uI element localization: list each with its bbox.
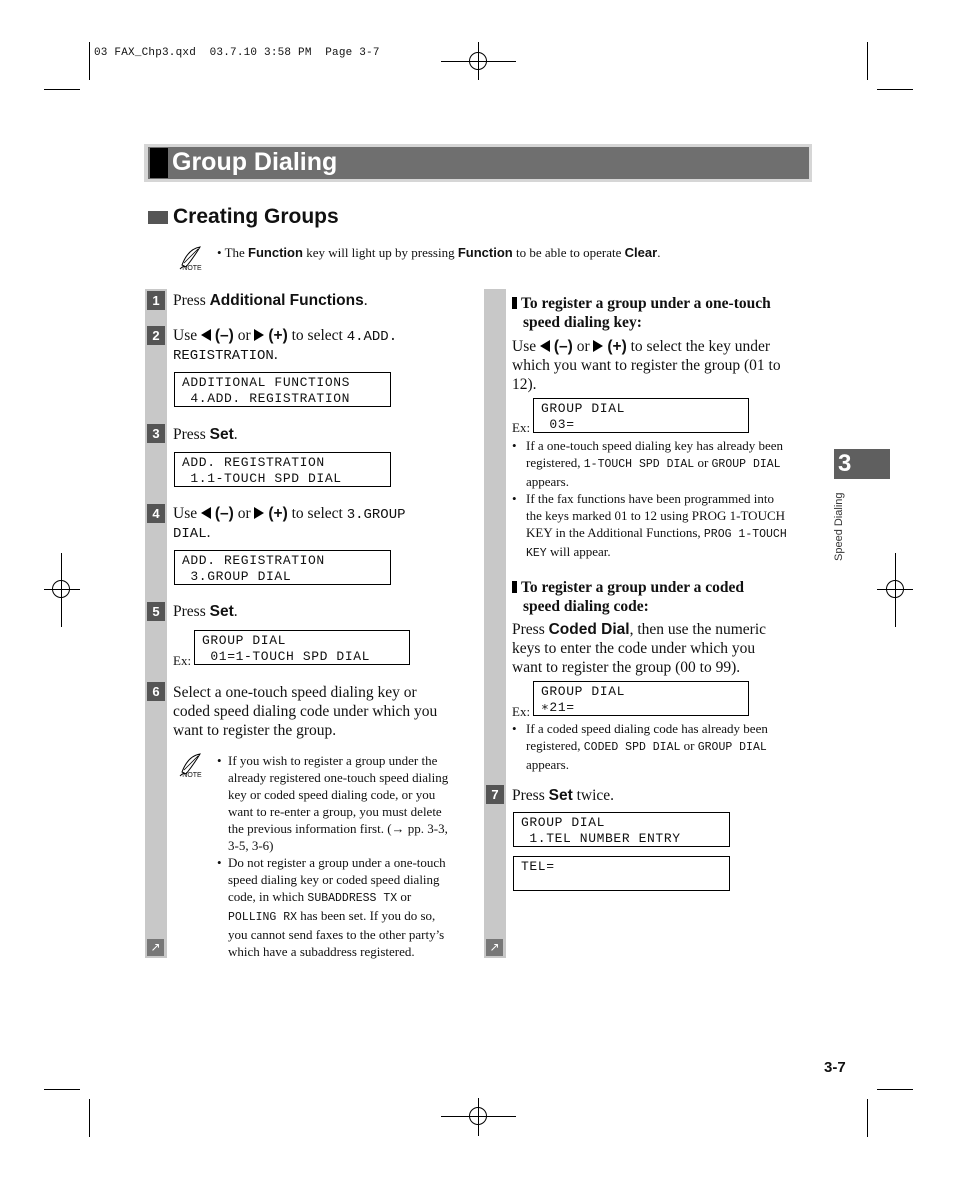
crop-mark bbox=[877, 1089, 913, 1090]
step-3-text: Press Set. bbox=[173, 426, 238, 443]
coded-instructions: Press Coded Dial, then use the numeric keys to enter the code under which you want to register the group (00 to 99). bbox=[512, 621, 767, 676]
step-number: 1 bbox=[147, 291, 165, 310]
step-number: 2 bbox=[147, 326, 165, 345]
step-number: 4 bbox=[147, 504, 165, 523]
step-1-text: Press Additional Functions. bbox=[173, 292, 368, 309]
step-2-text: Use (–) or (+) to select 4.ADD. bbox=[173, 327, 398, 345]
right-column-bar bbox=[484, 289, 506, 958]
continue-arrow-icon: ↗ bbox=[486, 939, 503, 956]
lcd-display: TEL= bbox=[513, 856, 730, 891]
step-number: 6 bbox=[147, 682, 165, 701]
title-marker bbox=[150, 148, 168, 178]
step-number: 7 bbox=[486, 785, 504, 804]
crop-mark bbox=[877, 89, 913, 90]
step-6-note: • If you wish to register a group under the already registered one-touch speed dialing key or coded speed dialing code, or you want to re-enter a group, you must delete the previous information first. (→ pp. 3-3, 3-5, 3-6) • Do not register a group under a one-touch speed dialing key or coded speed dialing code, in which SUBADDRESS TX or POLLING RX has been set. If you do so, you cannot send faxes to the other party’s which have a subaddress registered. bbox=[217, 753, 449, 959]
step-4-text: Use (–) or (+) to select 3.GROUP bbox=[173, 505, 406, 523]
step-4-text-line2: DIAL. bbox=[173, 524, 211, 542]
subtitle-marker bbox=[148, 211, 168, 224]
note-icon bbox=[178, 748, 208, 787]
step-5-text: Press Set. bbox=[173, 603, 238, 620]
step-number: 3 bbox=[147, 424, 165, 443]
lcd-display: GROUP DIAL 01=1-TOUCH SPD DIAL bbox=[194, 630, 410, 665]
lcd-display: GROUP DIAL ∗21= bbox=[533, 681, 749, 716]
subheading-coded: To register a group under a coded speed dialing code: bbox=[512, 578, 744, 616]
left-arrow-icon bbox=[201, 507, 211, 519]
crop-mark bbox=[89, 42, 90, 80]
crop-mark bbox=[89, 1099, 90, 1137]
subheading-one-touch: To register a group under a one-touch speed dialing key: bbox=[512, 294, 771, 332]
right-arrow-icon bbox=[254, 329, 264, 341]
lcd-display: ADDITIONAL FUNCTIONS 4.ADD. REGISTRATION bbox=[174, 372, 391, 407]
coded-notes: • If a coded speed dialing code has already been registered, CODED SPD DIAL or GROUP DIAL appears. bbox=[512, 721, 768, 772]
crop-mark bbox=[867, 1099, 868, 1137]
note-label: NOTE bbox=[182, 265, 202, 272]
step-number: 5 bbox=[147, 602, 165, 621]
step-7-text: Press Set twice. bbox=[512, 787, 615, 804]
step-2-text-line2: REGISTRATION. bbox=[173, 346, 278, 364]
right-arrow-icon bbox=[593, 340, 603, 352]
print-header: 03 FAX_Chp3.qxd 03.7.10 3:58 PM Page 3-7 bbox=[94, 47, 380, 59]
note-label: NOTE bbox=[182, 772, 202, 779]
example-label: Ex: bbox=[512, 420, 531, 435]
step-6-text: Select a one-touch speed dialing key or coded speed dialing code under which you want to register the group. bbox=[173, 684, 438, 739]
page-number: 3-7 bbox=[824, 1059, 846, 1076]
left-arrow-icon bbox=[201, 329, 211, 341]
one-touch-notes: • If a one-touch speed dialing key has already been registered, 1-TOUCH SPD DIAL or GROUP DIAL appears. • If the fax functions have been programmed into the keys marked 01 to 12 using PROG 1-TOUCH KEY in the Additional Functions, PROG 1-TOUCH KEY will appear. bbox=[512, 438, 787, 560]
crop-mark bbox=[867, 42, 868, 80]
right-arrow-icon bbox=[254, 507, 264, 519]
example-label: Ex: bbox=[173, 653, 192, 668]
lcd-display: ADD. REGISTRATION 1.1-TOUCH SPD DIAL bbox=[174, 452, 391, 487]
example-label: Ex: bbox=[512, 704, 531, 719]
lcd-display: ADD. REGISTRATION 3.GROUP DIAL bbox=[174, 550, 391, 585]
crop-mark bbox=[44, 1089, 80, 1090]
chapter-side-label: Speed Dialing bbox=[833, 492, 845, 561]
one-touch-instructions: Use (–) or (+) to select the key under which you want to register the group (01 to 12). bbox=[512, 338, 781, 393]
section-title: Creating Groups bbox=[173, 205, 339, 228]
page-title: Group Dialing bbox=[172, 148, 338, 176]
continue-arrow-icon: ↗ bbox=[147, 939, 164, 956]
lcd-display: GROUP DIAL 03= bbox=[533, 398, 749, 433]
crop-mark bbox=[44, 89, 80, 90]
chapter-tab: 3 bbox=[834, 449, 890, 479]
left-arrow-icon bbox=[540, 340, 550, 352]
left-column-bar bbox=[145, 289, 167, 958]
top-note-text: • The Function key will light up by pressing Function to be able to operate Clear. bbox=[217, 245, 661, 260]
note-icon bbox=[178, 241, 208, 280]
lcd-display: GROUP DIAL 1.TEL NUMBER ENTRY bbox=[513, 812, 730, 847]
